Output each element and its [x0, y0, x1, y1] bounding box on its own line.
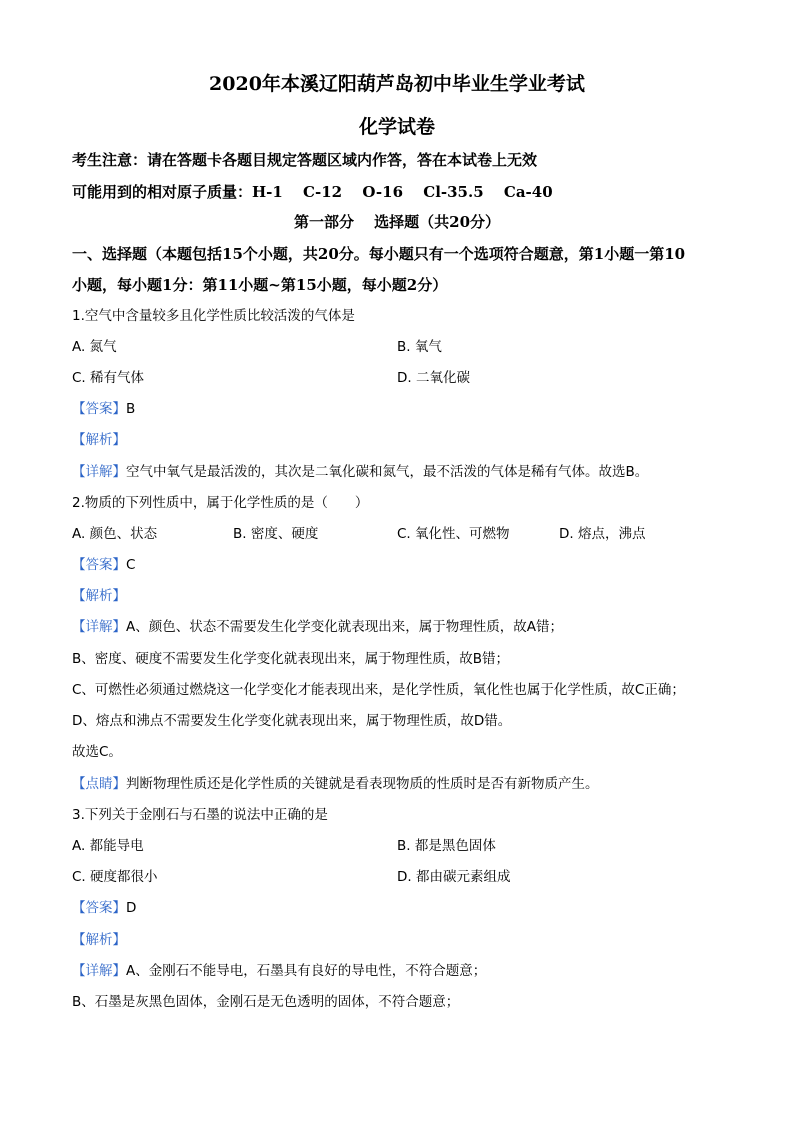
option-a: A. 都能导电 [72, 838, 144, 854]
detail-line [72, 962, 486, 980]
answer-line [72, 400, 135, 418]
exam-title: 2020年本溪辽阳葫芦岛初中毕业生学业考试 [209, 73, 585, 95]
option-b: B. 都是黑色固体 [397, 838, 496, 854]
detail-text: A、金刚石不能导电，石墨具有良好的导电性，不符合题意； [126, 963, 487, 979]
analysis-tag: 【解析】 [72, 932, 126, 948]
question-stem: 3.下列关于金刚石与石墨的说法中正确的是 [72, 807, 328, 823]
answer-tag: 【答案】 [72, 900, 126, 916]
exam-subtitle: 化学试卷 [358, 116, 435, 138]
option-a: A. 氮气 [72, 339, 117, 355]
detail-line [72, 463, 648, 481]
answer-value: D [126, 900, 137, 916]
detail-text: B、石墨是灰黑色固体，金刚石是无色透明的固体，不符合题意； [72, 994, 460, 1010]
detail-text: 故选C。 [72, 744, 122, 760]
answer-line [72, 556, 135, 574]
option-b: B. 氧气 [397, 339, 442, 355]
detail-text: C、可燃性必须通过燃烧这一化学变化才能表现出来，是化学性质，氧化性也属于化学性质，故C正确； [72, 682, 685, 698]
option-b: B. 密度、硬度 [233, 526, 319, 542]
detail-tag: 【详解】 [72, 619, 126, 635]
detail-text: D、熔点和沸点不需要发生化学变化就表现出来，属于物理性质，故D错。 [72, 713, 512, 729]
detail-tag: 【详解】 [72, 963, 126, 979]
option-d: D. 都由碳元素组成 [397, 869, 511, 885]
answer-line [72, 899, 136, 917]
answer-tag: 【答案】 [72, 557, 126, 573]
detail-tag: 【详解】 [72, 464, 126, 480]
point-line [72, 775, 599, 793]
detail-text: 空气中氧气是最活泼的，其次是二氧化碳和氮气，最不活泼的气体是稀有气体。故选B。 [126, 464, 649, 480]
question-stem: 2.物质的下列性质中，属于化学性质的是（ ） [72, 495, 369, 511]
analysis-tag: 【解析】 [72, 588, 126, 604]
point-tag: 【点睛】 [72, 776, 126, 792]
section-instruction-line-2: 小题，每小题1分：第11小题~第15小题，每小题2分） [72, 276, 448, 294]
detail-text: A、颜色、状态不需要发生化学变化就表现出来，属于物理性质，故A错； [126, 619, 563, 635]
option-c: C. 稀有气体 [72, 370, 145, 386]
question-stem: 1.空气中含量较多且化学性质比较活泼的气体是 [72, 308, 355, 324]
analysis-tag: 【解析】 [72, 432, 126, 448]
option-c: C. 硬度都很小 [72, 869, 158, 885]
detail-text: B、密度、硬度不需要发生化学变化就表现出来，属于物理性质，故B错； [72, 651, 510, 667]
section-instruction-line-1: 一、选择题（本题包括15个小题，共20分。每小题只有一个选项符合题意，第1小题一第10 [72, 245, 686, 263]
option-d: D. 熔点，沸点 [559, 526, 646, 542]
answer-value: C [126, 557, 136, 573]
atomic-masses: 可能用到的相对原子质量：H-1 C-12 O-16 Cl-35.5 Ca-40 [72, 183, 553, 201]
detail-line [72, 618, 563, 636]
option-d: D. 二氧化碳 [397, 370, 470, 386]
option-c: C. 氧化性、可燃物 [397, 526, 510, 542]
option-a: A. 颜色、状态 [72, 526, 158, 542]
answer-value: B [126, 401, 136, 417]
candidate-notice: 考生注意：请在答题卡各题目规定答题区域内作答，答在本试卷上无效 [72, 151, 538, 169]
point-text: 判断物理性质还是化学性质的关键就是看表现物质的性质时是否有新物质产生。 [126, 776, 599, 792]
section-title: 第一部分 选择题（共20分） [293, 213, 501, 231]
answer-tag: 【答案】 [72, 401, 126, 417]
